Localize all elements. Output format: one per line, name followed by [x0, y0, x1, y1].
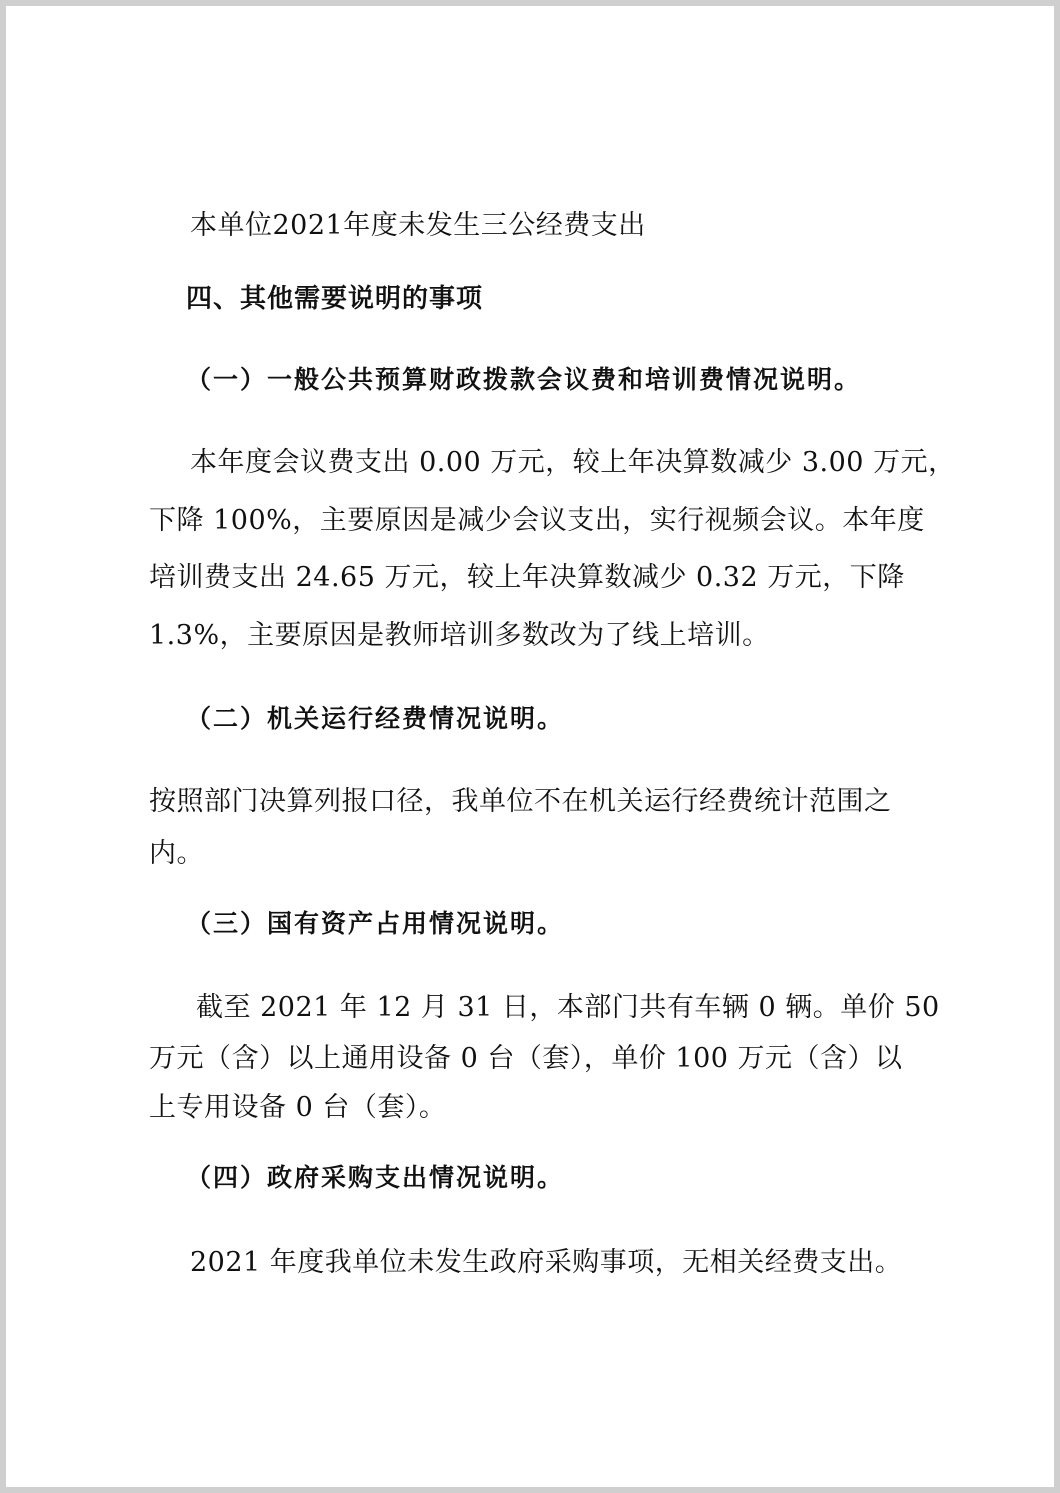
subsection-3-line-1: 截至 2021 年 12 月 31 日，本部门共有车辆 0 辆。单价 50 [196, 992, 940, 1023]
subsection-1-line-1: 本年度会议费支出 0.00 万元，较上年决算数减少 3.00 万元， [190, 447, 956, 478]
subsection-3-title: （三）国有资产占用情况说明。 [186, 909, 565, 938]
subsection-2-line-2: 内。 [149, 838, 204, 869]
subsection-4-line-1: 2021 年度我单位未发生政府采购事项，无相关经费支出。 [190, 1247, 903, 1278]
section-four-title: 四、其他需要说明的事项 [186, 284, 484, 314]
subsection-2-title: （二）机关运行经费情况说明。 [186, 704, 565, 733]
subsection-2-line-1: 按照部门决算列报口径，我单位不在机关运行经费统计范围之 [149, 786, 892, 817]
intro-line: 本单位2021年度未发生三公经费支出 [190, 210, 646, 241]
subsection-1-line-4: 1.3%，主要原因是教师培训多数改为了线上培训。 [149, 620, 770, 651]
subsection-3-line-3: 上专用设备 0 台（套）。 [149, 1092, 447, 1123]
subsection-1-line-3: 培训费支出 24.65 万元，较上年决算数减少 0.32 万元，下降 [149, 562, 905, 593]
subsection-3-line-2: 万元（含）以上通用设备 0 台（套），单价 100 万元（含）以 [149, 1043, 903, 1074]
subsection-1-line-2: 下降 100%，主要原因是减少会议支出，实行视频会议。本年度 [149, 505, 925, 536]
subsection-1-title: （一）一般公共预算财政拨款会议费和培训费情况说明。 [186, 365, 862, 394]
subsection-4-title: （四）政府采购支出情况说明。 [186, 1163, 565, 1192]
